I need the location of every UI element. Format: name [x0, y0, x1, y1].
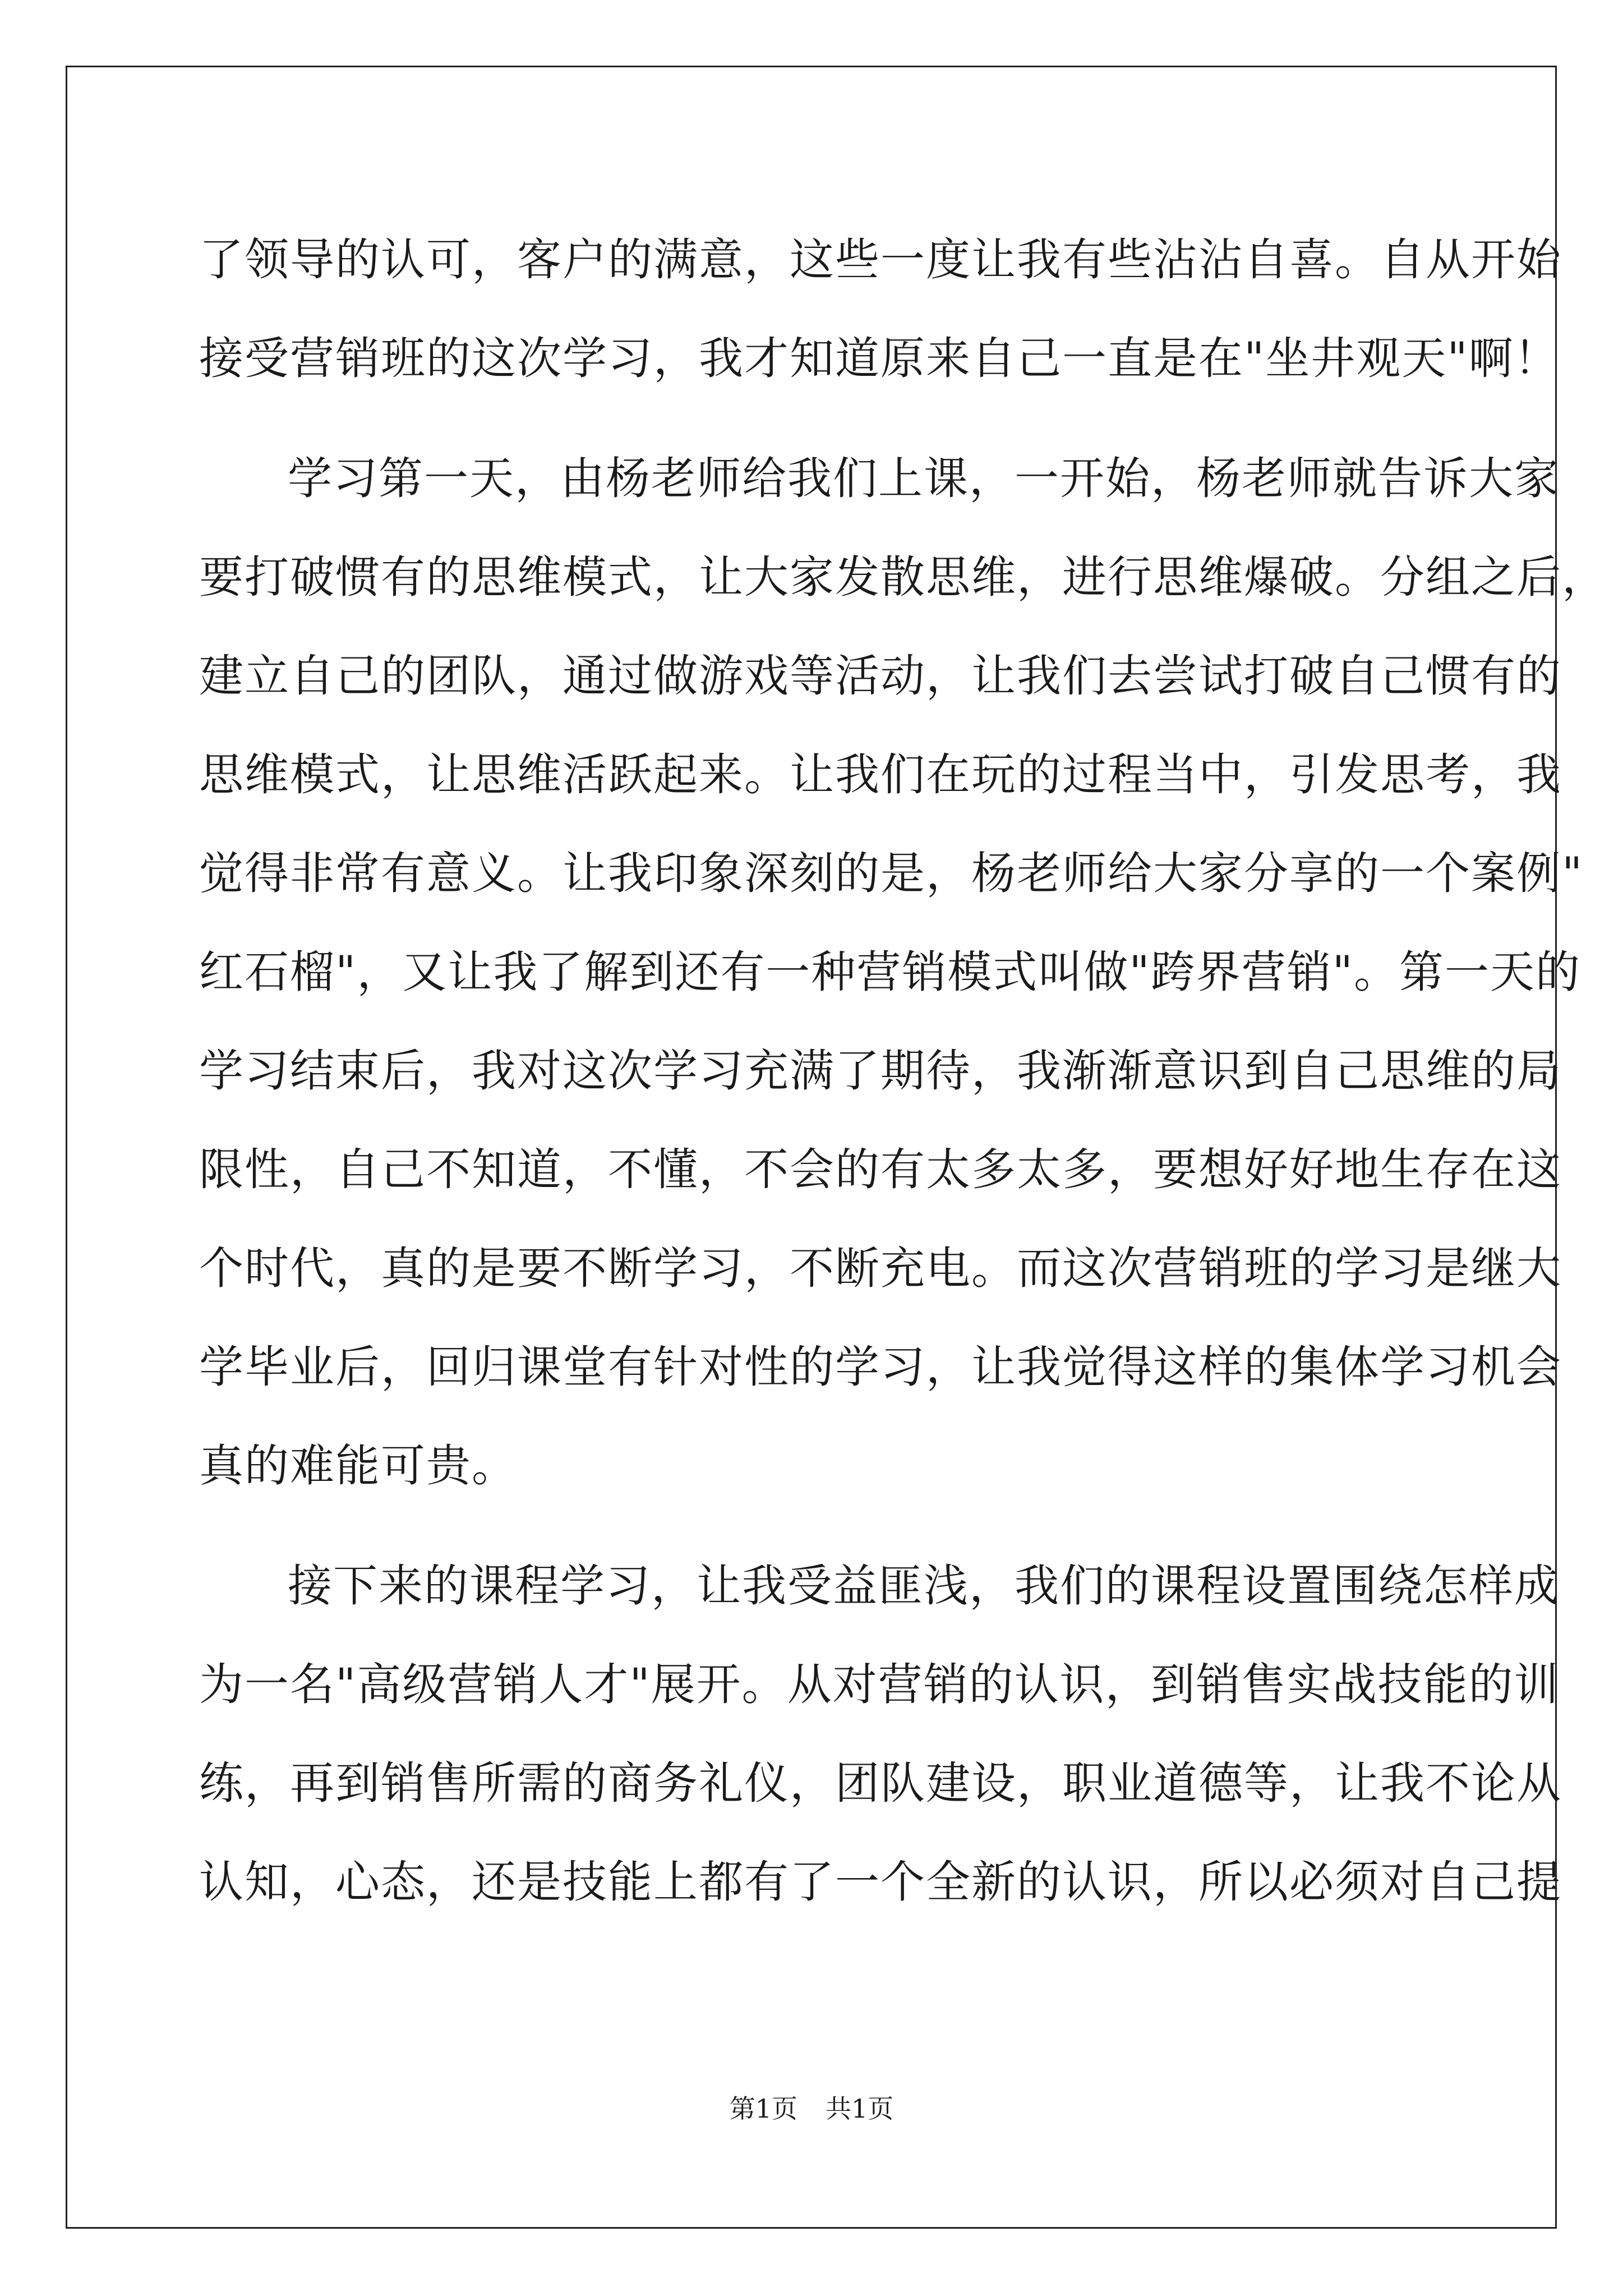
body-line: 建立自己的团队，通过做游戏等活动，让我们去尝试打破自己惯有的 [199, 650, 1562, 702]
document-body [199, 210, 1607, 1931]
body-line: 接受营销班的这次学习，我才知道原来自己一直是在"坐井观天"啊！ [199, 333, 1560, 384]
body-line: 真的难能可贵。 [199, 1440, 517, 1492]
body-line: 认知，心态，还是技能上都有了一个全新的认识，所以必须对自己提 [199, 1856, 1562, 1908]
body-line: 觉得非常有意义。让我印象深刻的是，杨老师给大家分享的一个案例" [199, 848, 1584, 899]
body-line: 红石榴"，又让我了解到还有一种营销模式叫做"跨界营销"。第一天的 [199, 946, 1581, 998]
body-line: 个时代，真的是要不断学习，不断充电。而这次营销班的学习是继大 [199, 1243, 1562, 1294]
body-line: 学毕业后，回归课堂有针对性的学习，让我觉得这样的集体学习机会 [199, 1341, 1562, 1393]
body-line: 思维模式，让思维活跃起来。让我们在玩的过程当中，引发思考，我 [199, 749, 1562, 800]
body-line: 限性，自己不知道，不懂，不会的有太多太多，要想好好地生存在这 [199, 1144, 1562, 1195]
page-total: 共1页 [826, 2093, 894, 2124]
page-number: 第1页 [729, 2093, 797, 2124]
body-line: 练，再到销售所需的商务礼仪，团队建设，职业道德等，让我不论从 [199, 1757, 1562, 1809]
page-footer [0, 2088, 1623, 2125]
body-line: 了领导的认可，客户的满意，这些一度让我有些沾沾自喜。自从开始 [199, 234, 1562, 286]
body-line: 学习结束后，我对这次学习充满了期待，我渐渐意识到自己思维的局 [199, 1045, 1562, 1097]
body-line: 学习第一天，由杨老师给我们上课，一开始，杨老师就告诉大家 [288, 453, 1560, 504]
body-line: 要打破惯有的思维模式，让大家发散思维，进行思维爆破。分组之后， [199, 551, 1607, 603]
body-line: 接下来的课程学习，让我受益匪浅，我们的课程设置围绕怎样成 [288, 1560, 1560, 1612]
body-line: 为一名"高级营销人才"展开。从对营销的认识，到销售实战技能的训 [199, 1659, 1560, 1710]
